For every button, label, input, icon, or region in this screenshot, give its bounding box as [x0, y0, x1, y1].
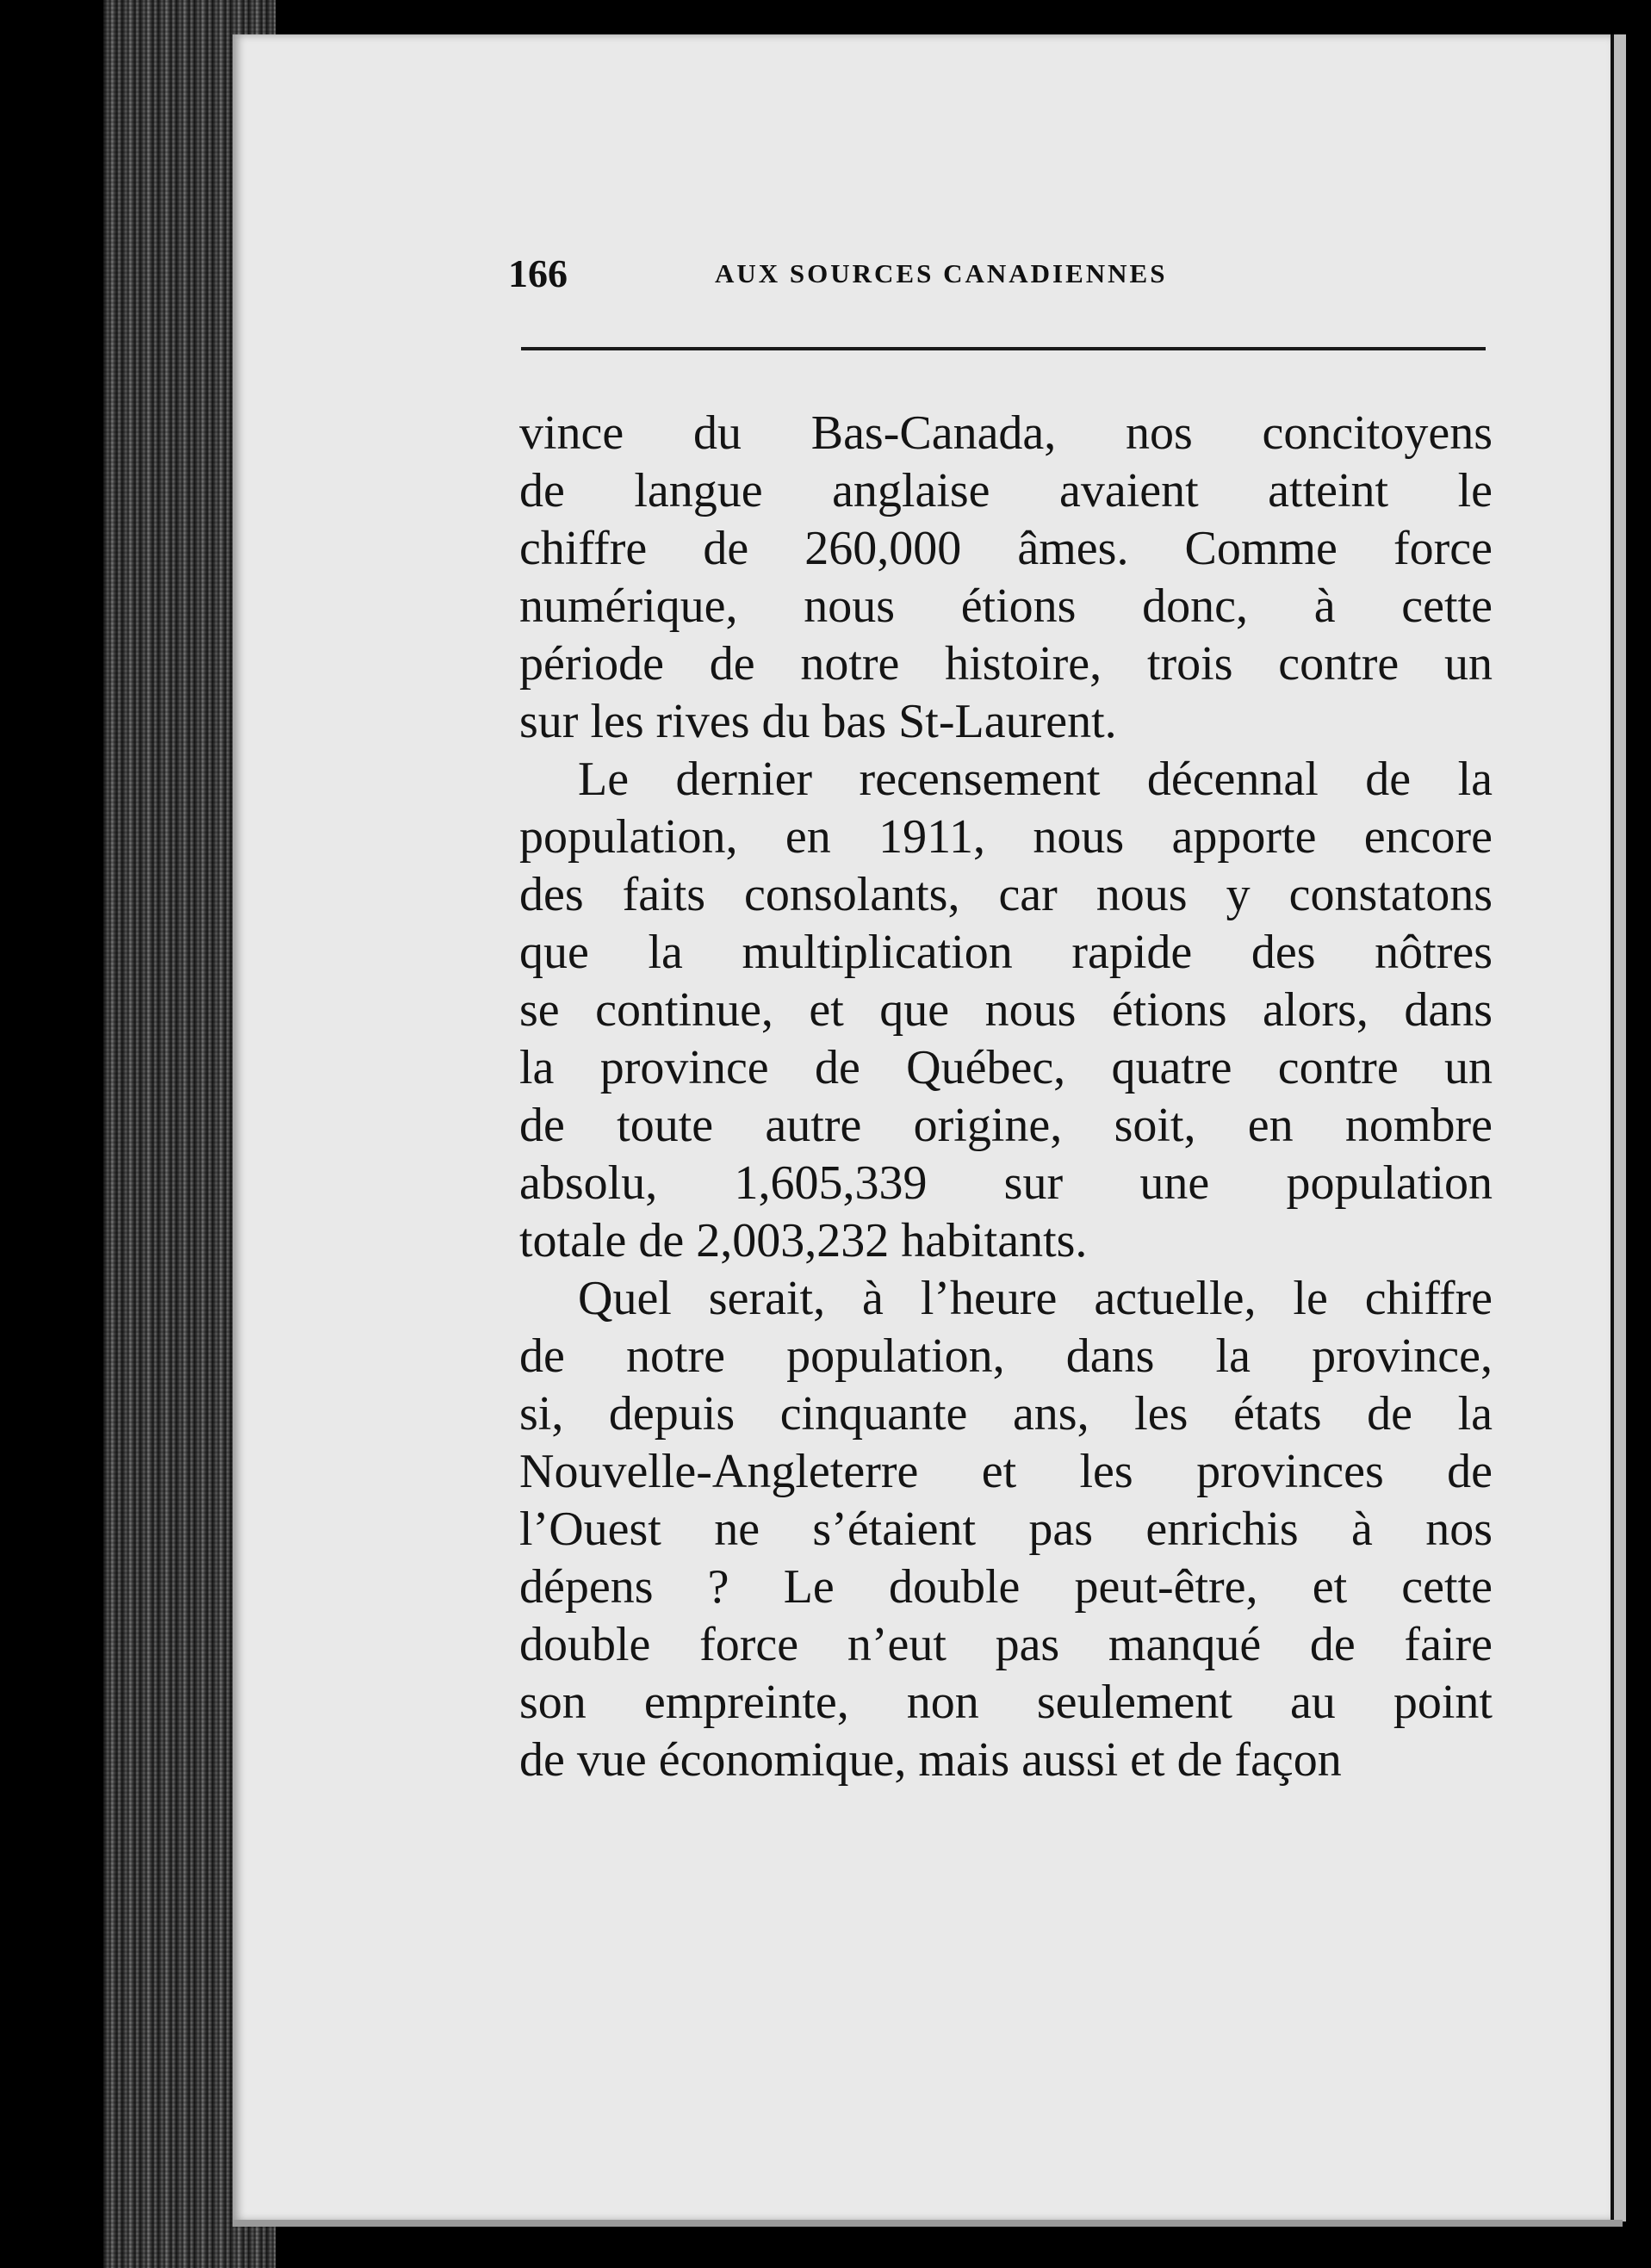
text-line: période de notre histoire, trois contre un	[519, 637, 1493, 691]
text-line: dépens ? Le double peut-être, et cette	[519, 1560, 1493, 1614]
text-line: si, depuis cinquante ans, les états de la	[519, 1387, 1493, 1441]
text-line: Quel serait, à l’heure actuelle, le chiffre	[578, 1272, 1493, 1325]
page-number: 166	[508, 251, 568, 295]
header-rule	[521, 347, 1486, 350]
text-line: l’Ouest ne s’étaient pas enrichis à nos	[519, 1503, 1493, 1556]
page-bottom-edge	[233, 2220, 1623, 2227]
text-line: de vue économique, mais aussi et de façon	[519, 1733, 1342, 1787]
body-text	[519, 405, 1493, 1789]
text-line: double force n’eut pas manqué de faire	[519, 1618, 1493, 1671]
text-line: de notre population, dans la province,	[519, 1329, 1493, 1383]
text-line: son empreinte, non seulement au point	[519, 1676, 1493, 1729]
page-right-edge	[1611, 34, 1626, 2222]
text-line: que la multiplication rapide des nôtres	[519, 926, 1493, 979]
running-head	[508, 248, 1507, 300]
text-line: Nouvelle-Angleterre et les provinces de	[519, 1445, 1493, 1498]
text-line: sur les rives du bas St-Laurent.	[519, 695, 1117, 748]
text-line: la province de Québec, quatre contre un	[519, 1041, 1493, 1094]
text-line: vince du Bas-Canada, nos concitoyens	[519, 406, 1493, 460]
text-line: se continue, et que nous étions alors, dans	[519, 983, 1493, 1037]
text-line: de langue anglaise avaient atteint le	[519, 464, 1493, 517]
text-line: population, en 1911, nous apporte encore	[519, 810, 1493, 864]
text-line: totale de 2,003,232 habitants.	[519, 1214, 1088, 1267]
text-line: de toute autre origine, soit, en nombre	[519, 1099, 1493, 1152]
text-line: chiffre de 260,000 âmes. Comme force	[519, 522, 1493, 575]
text-line: numérique, nous étions donc, à cette	[519, 579, 1493, 633]
text-line: absolu, 1,605,339 sur une population	[519, 1156, 1493, 1210]
text-line: des faits consolants, car nous y constatons	[519, 868, 1493, 921]
running-head-title: AUX SOURCES CANADIENNES	[715, 258, 1168, 288]
text-line: Le dernier recensement décennal de la	[578, 753, 1493, 806]
